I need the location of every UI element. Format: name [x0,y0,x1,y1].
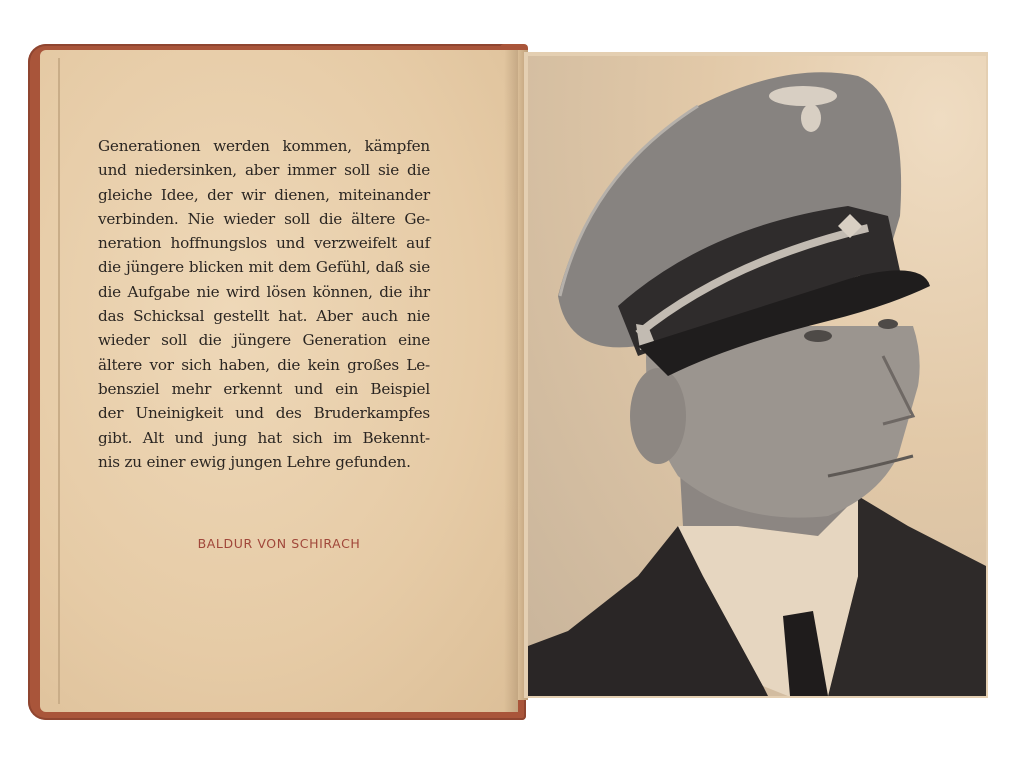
quote-line: verbinden. Nie wieder soll die ältere Ge- [98,209,430,228]
quote-line: bensziel mehr erkennt und ein Beispiel [98,379,430,398]
quote-attribution: BALDUR VON SCHIRACH [197,536,361,551]
quote-line: die jüngere blicken mit dem Gefühl, daß sie [98,258,430,277]
quote-line: gibt. Alt und jung hat sich im Bekennt- [98,428,430,447]
page-margin-line [58,58,60,704]
quote-line: der Uneinigkeit und des Bruderkampfes [98,404,430,423]
portrait-photo [528,56,986,696]
quote-line: neration hoffnungslos und verzweifelt auf [98,234,430,253]
quote-line: das Schicksal gestellt hat. Aber auch nie [98,307,430,326]
quote-line: Generationen werden kommen, kämpfen [98,137,430,155]
quote-line: gleiche Idee, der wir dienen, miteinander [98,185,430,204]
quote-line: nis zu einer ewig jungen Lehre gefunden. [98,452,411,471]
gutter-shadow [504,50,518,712]
quote-text [98,134,430,474]
quote-line: wieder soll die jüngere Generation eine [98,331,430,350]
portrait-illustration [528,56,986,696]
quote-line: ältere vor sich haben, die kein großes Le- [98,355,430,374]
quote-line: die Aufgabe nie wird lösen können, die ihr [98,282,430,301]
quote-line: und niedersinken, aber immer soll sie die [98,161,430,180]
